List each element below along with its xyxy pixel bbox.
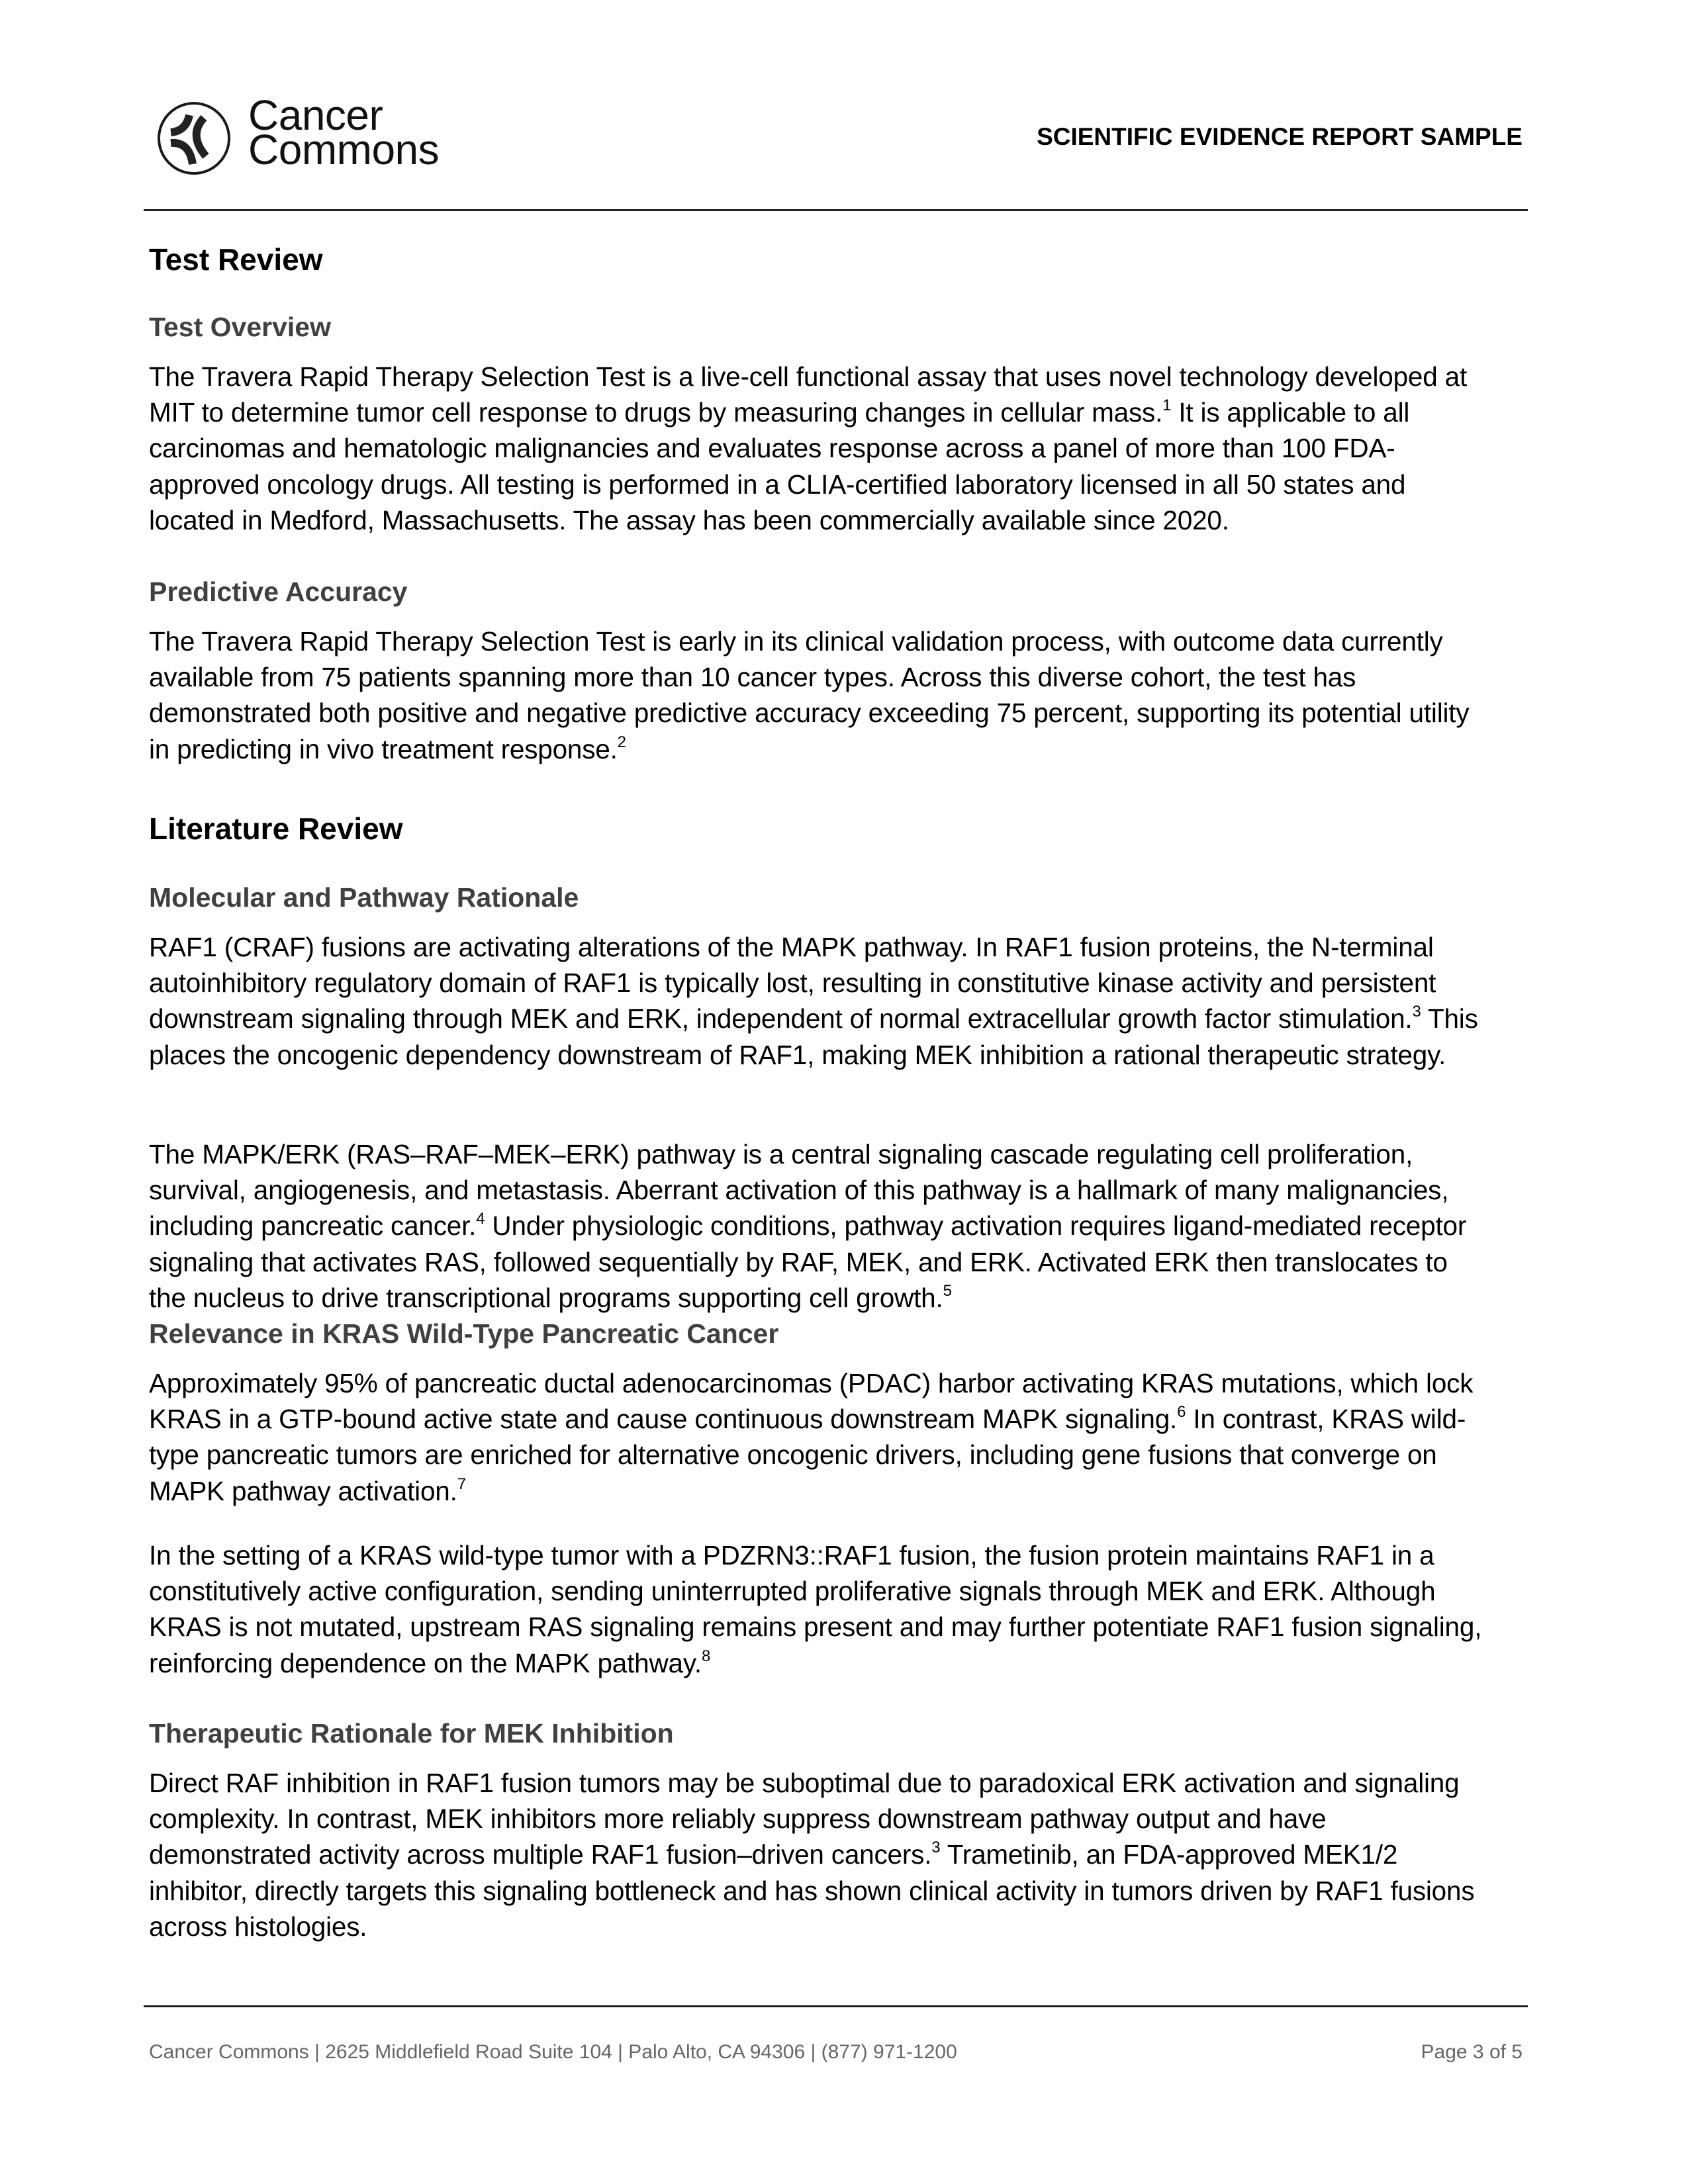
paragraph-molecular-1 <box>149 929 1478 1073</box>
heading-relevance: Relevance in KRAS Wild-Type Pancreatic Cancer <box>149 1318 779 1349</box>
text-run: The MAPK/ERK (RAS–RAF–MEK–ERK) pathway is a central signaling cascade regulating cell proliferation, <box>149 1139 1413 1169</box>
text-line <box>149 1437 1473 1473</box>
text-line <box>149 1172 1466 1208</box>
text-run: Direct RAF inhibition in RAF1 fusion tumors may be suboptimal due to paradoxical ERK activation and signaling <box>149 1768 1460 1798</box>
cancer-commons-logo-icon <box>156 101 232 176</box>
text-line <box>149 467 1467 502</box>
text-line <box>149 623 1469 659</box>
text-line <box>149 1001 1478 1036</box>
logo-word-2: Commons <box>248 126 440 173</box>
text-run: KRAS in a GTP-bound active state and cause continuous downstream MAPK signaling. <box>149 1404 1178 1435</box>
text-run: in predicting in vivo treatment response. <box>149 733 618 764</box>
text-line <box>149 1645 1481 1681</box>
text-run: available from 75 patients spanning more than 10 cancer types. Across this diverse cohort, the test has <box>149 662 1356 693</box>
text-line <box>149 1909 1474 1944</box>
text-run: inhibitor, directly targets this signaling bottleneck and has shown clinical activity in tumors driven by RAF1 fusions <box>149 1875 1475 1906</box>
heading-predictive-accuracy: Predictive Accuracy <box>149 576 408 607</box>
text-line <box>149 1244 1466 1280</box>
text-run: located in Medford, Massachusetts. The assay has been commercially available since 2020. <box>149 504 1229 535</box>
text-run: constitutively active configuration, sending uninterrupted proliferative signals through MEK and ERK. Although <box>149 1576 1436 1607</box>
text-line <box>149 965 1478 1001</box>
text-run: This <box>1421 1003 1478 1034</box>
text-run: The Travera Rapid Therapy Selection Test is early in its clinical validation process, with outcome data currently <box>149 626 1443 657</box>
text-run: signaling that activates RAS, followed sequentially by RAF, MEK, and ERK. Activated ERK then translocates to <box>149 1246 1448 1277</box>
text-run: carcinomas and hematologic malignancies and evaluates response across a panel of more than 100 FDA- <box>149 433 1395 464</box>
citation-superscript: 4 <box>476 1210 485 1228</box>
heading-test-review: Test Review <box>149 242 323 277</box>
text-run: the nucleus to drive transcriptional programs supporting cell growth. <box>149 1282 943 1313</box>
text-run: type pancreatic tumors are enriched for alternative oncogenic drivers, including gene fusions that converge on <box>149 1439 1437 1471</box>
citation-superscript: 8 <box>701 1647 711 1665</box>
citation-superscript: 3 <box>1412 1003 1421 1021</box>
text-line <box>149 929 1478 965</box>
text-run: demonstrated activity across multiple RAF1 fusion–driven cancers. <box>149 1839 932 1870</box>
text-run: MIT to determine tumor cell response to drugs by measuring changes in cellular mass. <box>149 397 1163 428</box>
text-run: Trametinib, an FDA-approved MEK1/2 <box>940 1839 1398 1870</box>
citation-superscript: 2 <box>617 733 626 751</box>
text-line <box>149 359 1467 394</box>
text-line <box>149 1765 1474 1801</box>
header-divider <box>144 209 1528 211</box>
text-line <box>149 1280 1466 1316</box>
paragraph-therapeutic <box>149 1765 1474 1944</box>
text-run: approved oncology drugs. All testing is performed in a CLIA-certified laboratory licensed in all 50 states and <box>149 469 1406 500</box>
text-run: downstream signaling through MEK and ERK, independent of normal extracellular growth factor stimulation. <box>149 1003 1413 1034</box>
paragraph-overview <box>149 359 1467 538</box>
logo-word-1: Cancer <box>248 91 383 139</box>
text-run: The Travera Rapid Therapy Selection Test is a live-cell functional assay that uses novel technology developed at <box>149 361 1468 392</box>
text-line <box>149 1401 1473 1437</box>
text-line <box>149 1801 1474 1837</box>
footer-address: Cancer Commons | 2625 Middlefield Road Suite 104 | Palo Alto, CA 94306 | (877) 971-1200 <box>149 2041 957 2063</box>
citation-superscript: 7 <box>457 1475 466 1493</box>
paragraph-molecular-2 <box>149 1136 1466 1316</box>
text-line <box>149 1837 1474 1872</box>
text-run: survival, angiogenesis, and metastasis. Aberrant activation of this pathway is a hallmark of many malignancies, <box>149 1175 1449 1206</box>
text-run: demonstrated both positive and negative predictive accuracy exceeding 75 percent, supporting its potential utility <box>149 698 1470 729</box>
citation-superscript: 3 <box>931 1839 941 1857</box>
footer-divider <box>144 2005 1528 2007</box>
text-line <box>149 695 1469 731</box>
text-run: In the setting of a KRAS wild-type tumor with a PDZRN3::RAF1 fusion, the fusion protein maintains RAF1 in a <box>149 1540 1434 1570</box>
report-title: SCIENTIFIC EVIDENCE REPORT SAMPLE <box>1037 123 1523 150</box>
text-line <box>149 1609 1481 1645</box>
text-line <box>149 1037 1478 1073</box>
text-run: reinforcing dependence on the MAPK pathway. <box>149 1647 702 1678</box>
text-run: across histologies. <box>149 1911 367 1942</box>
text-run: MAPK pathway activation. <box>149 1475 457 1506</box>
heading-molecular: Molecular and Pathway Rationale <box>149 882 579 913</box>
text-line <box>149 502 1467 538</box>
text-line <box>149 1365 1473 1401</box>
paragraph-accuracy <box>149 623 1469 767</box>
text-line <box>149 1473 1473 1509</box>
text-run: Approximately 95% of pancreatic ductal adenocarcinomas (PDAC) harbor activating KRAS mutations, which lock <box>149 1368 1474 1398</box>
text-run: including pancreatic cancer. <box>149 1210 477 1242</box>
text-run: complexity. In contrast, MEK inhibitors more reliably suppress downstream pathway output and have <box>149 1803 1327 1835</box>
logo-wordmark <box>248 91 440 173</box>
text-line <box>149 1873 1474 1909</box>
citation-superscript: 6 <box>1177 1403 1186 1422</box>
text-line <box>149 659 1469 695</box>
paragraph-relevance-1 <box>149 1365 1473 1509</box>
text-run: Under physiologic conditions, pathway activation requires ligand-mediated receptor <box>485 1210 1467 1242</box>
text-run: RAF1 (CRAF) fusions are activating alterations of the MAPK pathway. In RAF1 fusion proteins, the N-terminal <box>149 932 1434 962</box>
heading-test-overview: Test Overview <box>149 312 331 342</box>
text-run: It is applicable to all <box>1171 397 1410 428</box>
heading-therapeutic: Therapeutic Rationale for MEK Inhibition <box>149 1718 674 1749</box>
text-line <box>149 1537 1481 1573</box>
text-line <box>149 1208 1466 1244</box>
paragraph-relevance-2 <box>149 1537 1481 1681</box>
text-run: KRAS is not mutated, upstream RAS signaling remains present and may further potentiate RAF1 fusion signaling, <box>149 1612 1482 1643</box>
text-run: In contrast, KRAS wild- <box>1186 1404 1466 1435</box>
text-run: autoinhibitory regulatory domain of RAF1 is typically lost, resulting in constitutive kinase activity and persistent <box>149 968 1436 999</box>
text-line <box>149 394 1467 430</box>
heading-literature-review: Literature Review <box>149 811 403 846</box>
citation-superscript: 5 <box>943 1281 952 1300</box>
page-number: Page 3 of 5 <box>1421 2041 1523 2063</box>
text-run: places the oncogenic dependency downstream of RAF1, making MEK inhibition a rational therapeutic strategy. <box>149 1039 1446 1070</box>
text-line <box>149 1136 1466 1172</box>
text-line <box>149 731 1469 767</box>
text-line <box>149 1573 1481 1609</box>
citation-superscript: 1 <box>1162 396 1172 415</box>
text-line <box>149 430 1467 466</box>
